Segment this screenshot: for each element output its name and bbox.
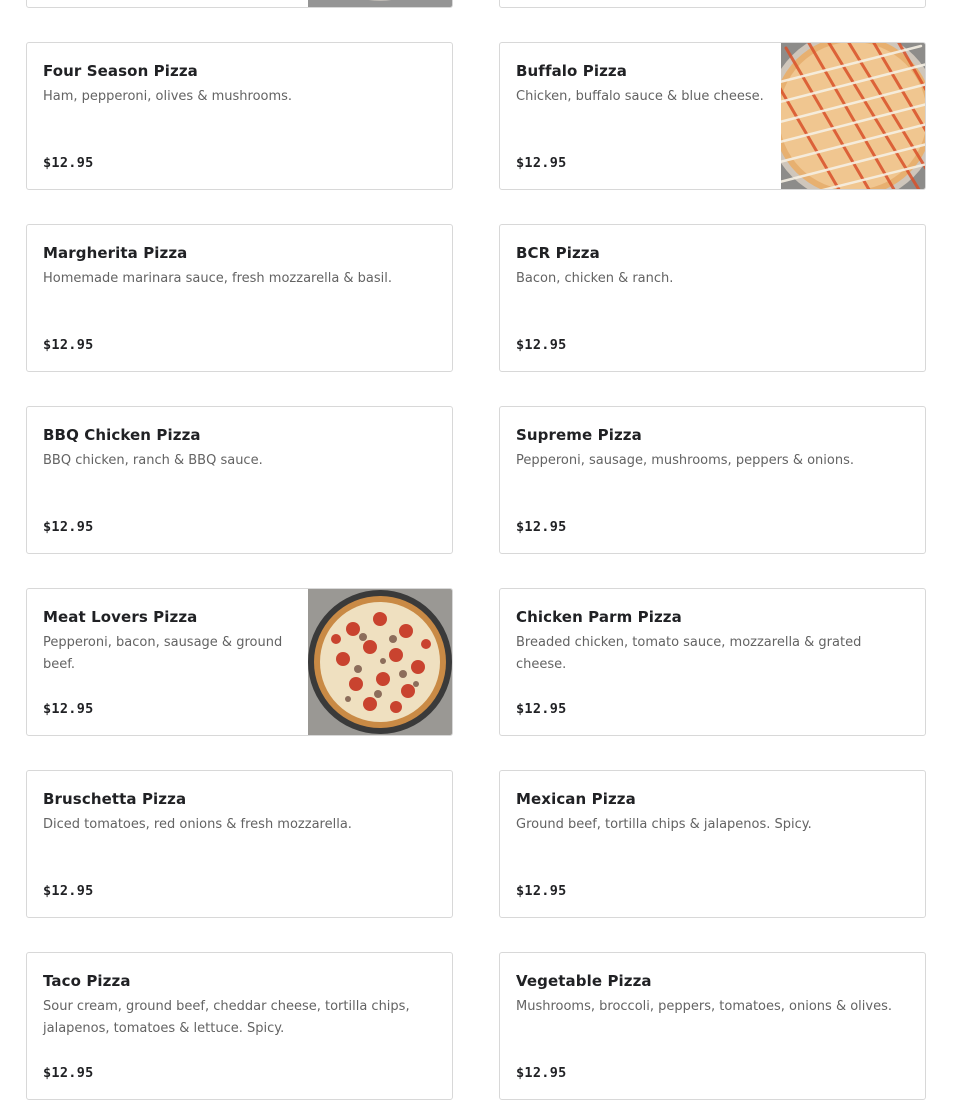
menu-item-description: Ham, pepperoni, olives & mushrooms. [43, 89, 293, 104]
menu-item-description: Ground beef, tortilla chips & jalapenos. Spicy. [516, 817, 812, 832]
menu-item-name: BCR Pizza [516, 244, 600, 262]
menu-item-card[interactable] [499, 42, 926, 190]
menu-item-info [516, 771, 909, 917]
menu-item-name: Chicken Parm Pizza [516, 608, 682, 626]
menu-item-card[interactable] [499, 588, 926, 736]
menu-item-description: Pepperoni, bacon, sausage & ground beef. [43, 635, 283, 672]
menu-item-name: Buffalo Pizza [516, 62, 627, 80]
menu-item-price: $12.95 [516, 519, 567, 535]
menu-item-description: Mushrooms, broccoli, peppers, tomatoes, onions & olives. [516, 999, 892, 1014]
menu-item-card[interactable] [26, 770, 453, 918]
menu-item-price: $12.95 [43, 155, 94, 171]
menu-item-description: Bacon, chicken & ranch. [516, 271, 674, 286]
menu-item-description: Pepperoni, sausage, mushrooms, peppers & onions. [516, 453, 854, 468]
menu-item-info [43, 953, 436, 1099]
menu-item-price: $12.95 [516, 1065, 567, 1081]
menu-item-price: $12.95 [43, 883, 94, 899]
menu-item-info [516, 43, 765, 189]
menu-item-info [516, 407, 909, 553]
menu-item-name: Vegetable Pizza [516, 972, 652, 990]
menu-item-card[interactable] [26, 224, 453, 372]
menu-item-name: Meat Lovers Pizza [43, 608, 198, 626]
menu-item-info [43, 43, 436, 189]
menu-item-card-partial[interactable] [26, 0, 453, 8]
menu-item-card[interactable] [26, 588, 453, 736]
menu-item-card[interactable] [26, 952, 453, 1100]
menu-item-card[interactable] [499, 406, 926, 554]
menu-item-description: BBQ chicken, ranch & BBQ sauce. [43, 453, 263, 468]
menu-item-card[interactable] [26, 406, 453, 554]
menu-item-info [516, 225, 909, 371]
menu-item-info [43, 589, 292, 735]
menu-item-price: $12.95 [516, 155, 567, 171]
menu-item-price: $12.95 [43, 337, 94, 353]
pizza-photo-partial [308, 0, 452, 7]
menu-item-price: $12.95 [43, 1065, 94, 1081]
menu-item-description: Breaded chicken, tomato sauce, mozzarella & grated cheese. [516, 635, 862, 672]
menu-item-price: $12.95 [43, 519, 94, 535]
menu-item-price: $12.95 [43, 701, 94, 717]
menu-item-name: BBQ Chicken Pizza [43, 426, 201, 444]
menu-item-card-partial[interactable] [499, 0, 926, 8]
menu-item-description: Sour cream, ground beef, cheddar cheese, tortilla chips, jalapenos, tomatoes & lettuce. Spicy. [43, 999, 410, 1036]
menu-item-info [43, 407, 436, 553]
menu-item-price: $12.95 [516, 701, 567, 717]
menu-item-description: Homemade marinara sauce, fresh mozzarella & basil. [43, 271, 393, 286]
menu-item-info [43, 225, 436, 371]
menu-item-card[interactable] [499, 770, 926, 918]
menu-item-card[interactable] [499, 224, 926, 372]
meat-lovers-pizza-photo [308, 589, 452, 735]
menu-item-card[interactable] [499, 952, 926, 1100]
menu-item-info [516, 953, 909, 1099]
menu-item-name: Four Season Pizza [43, 62, 198, 80]
menu-item-description: Chicken, buffalo sauce & blue cheese. [516, 89, 764, 104]
menu-item-info [516, 589, 909, 735]
menu-item-name: Margherita Pizza [43, 244, 188, 262]
menu-item-price: $12.95 [516, 337, 567, 353]
menu-item-description: Diced tomatoes, red onions & fresh mozzarella. [43, 817, 352, 832]
menu-item-name: Taco Pizza [43, 972, 131, 990]
menu-item-price: $12.95 [516, 883, 567, 899]
buffalo-pizza-photo [781, 43, 925, 189]
menu-item-name: Supreme Pizza [516, 426, 642, 444]
menu-item-name: Bruschetta Pizza [43, 790, 187, 808]
menu-item-name: Mexican Pizza [516, 790, 636, 808]
menu-item-card[interactable] [26, 42, 453, 190]
menu-item-info [43, 771, 436, 917]
